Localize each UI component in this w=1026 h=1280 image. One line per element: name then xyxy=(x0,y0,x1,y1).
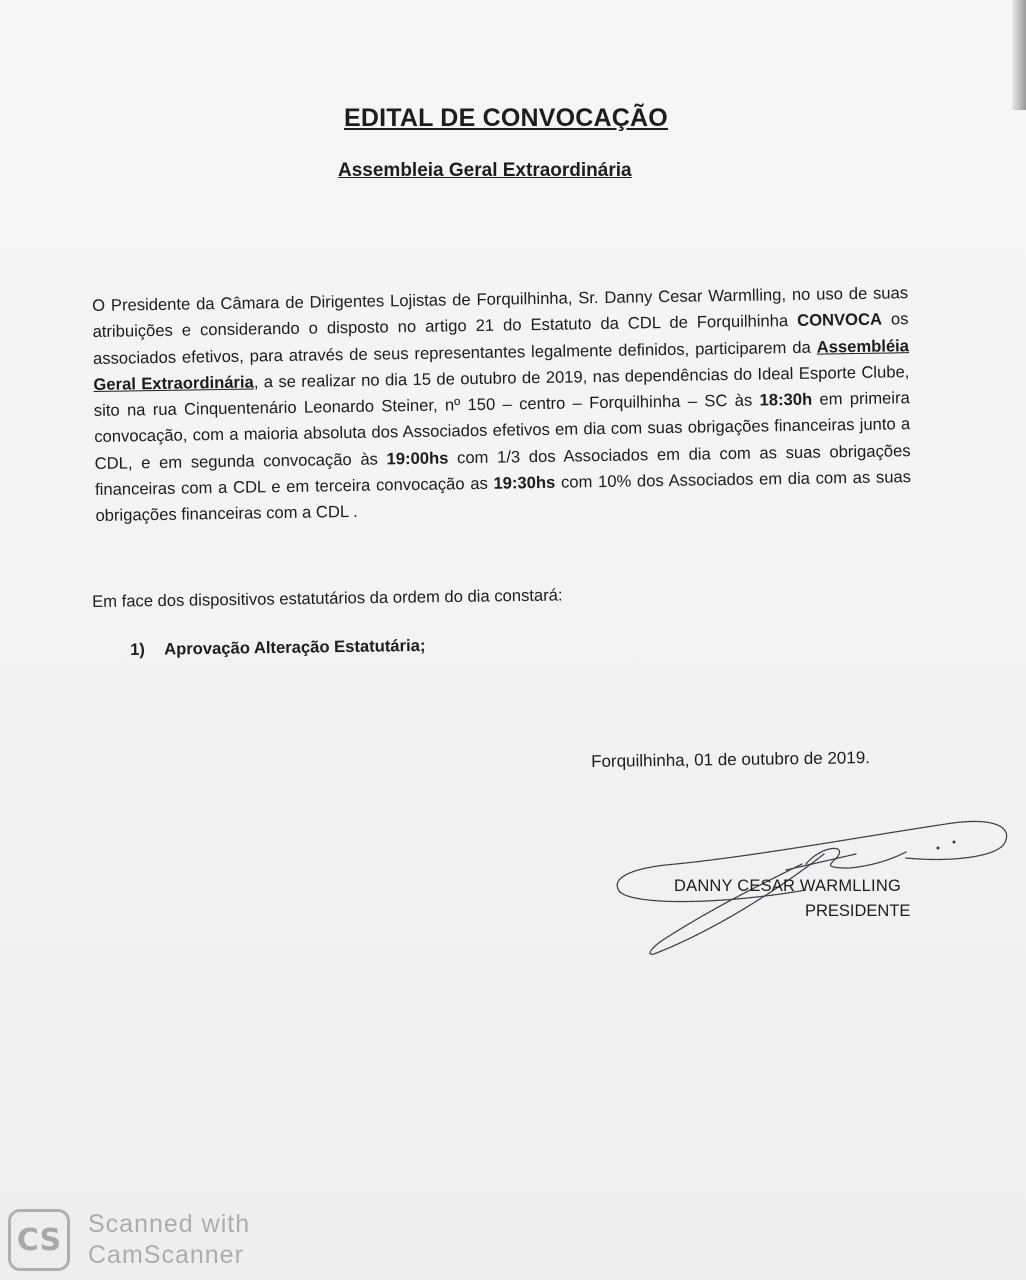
body-text-3: os associados efetivos, para através de seus representantes legalmente definidos, participarem da xyxy=(92,309,909,368)
camscanner-logo-icon: CS xyxy=(8,1209,70,1271)
agenda-intro: Em face dos dispositivos estatutários da ordem do dia constará: xyxy=(92,585,563,611)
body-text-7: em primeira convocação, com a maioria absoluta dos Associados efetivos em dia com suas obrigações financeiras junto a CDL, e em segunda convocação às xyxy=(94,388,911,473)
body-convoca: CONVOCA xyxy=(797,309,883,331)
agenda-item-text: Aprovação Alteração Estatutária; xyxy=(163,635,426,659)
signatory-role: PRESIDENTE xyxy=(805,902,911,920)
agenda-item-number: 1) xyxy=(130,639,146,659)
watermark-text xyxy=(88,1209,250,1271)
body-text-5: , a se realizar no dia 15 de outubro de 2019, nas dependências do Ideal Esporte Clube, sito na rua Cinquentenário Leonardo Steiner, nº 150 – centro – Forquilhinha – SC às xyxy=(93,362,910,421)
camscanner-watermark xyxy=(8,1206,250,1274)
body-time-first: 18:30h xyxy=(759,389,813,410)
body-text-1: O Presidente da Câmara de Dirigentes Lojistas de Forquilhinha, Sr. Danny Cesar Warmlling, no uso de suas atribuições e considerando o disposto no artigo 21 do Estatuto da CDL de Forquilhinha xyxy=(92,283,909,342)
page-edge-shadow xyxy=(1012,0,1026,110)
agenda-item xyxy=(130,636,426,660)
watermark-line-2: CamScanner xyxy=(88,1241,244,1269)
watermark-line-1: Scanned with xyxy=(88,1210,251,1238)
place-date: Forquilhinha, 01 de outubro de 2019. xyxy=(591,748,871,771)
document-subtitle: Assembleia Geral Extraordinária xyxy=(338,160,632,181)
body-time-second: 19:00hs xyxy=(386,448,449,469)
body-text-9: com 1/3 dos Associados em dia com as suas obrigações financeiras com a CDL e em terceira convocação as xyxy=(94,440,911,500)
document-title: EDITAL DE CONVOCAÇÃO xyxy=(344,104,668,132)
body-paragraph xyxy=(92,280,912,529)
signatory-name: DANNY CESAR WARMLLING xyxy=(674,877,901,895)
body-assembly-name: Assembléia Geral Extraordinária xyxy=(93,335,910,394)
body-time-third: 19:30hs xyxy=(493,472,556,493)
body-text-11: com 10% dos Associados em dia com as suas obrigações financeiras com a CDL . xyxy=(95,467,912,526)
